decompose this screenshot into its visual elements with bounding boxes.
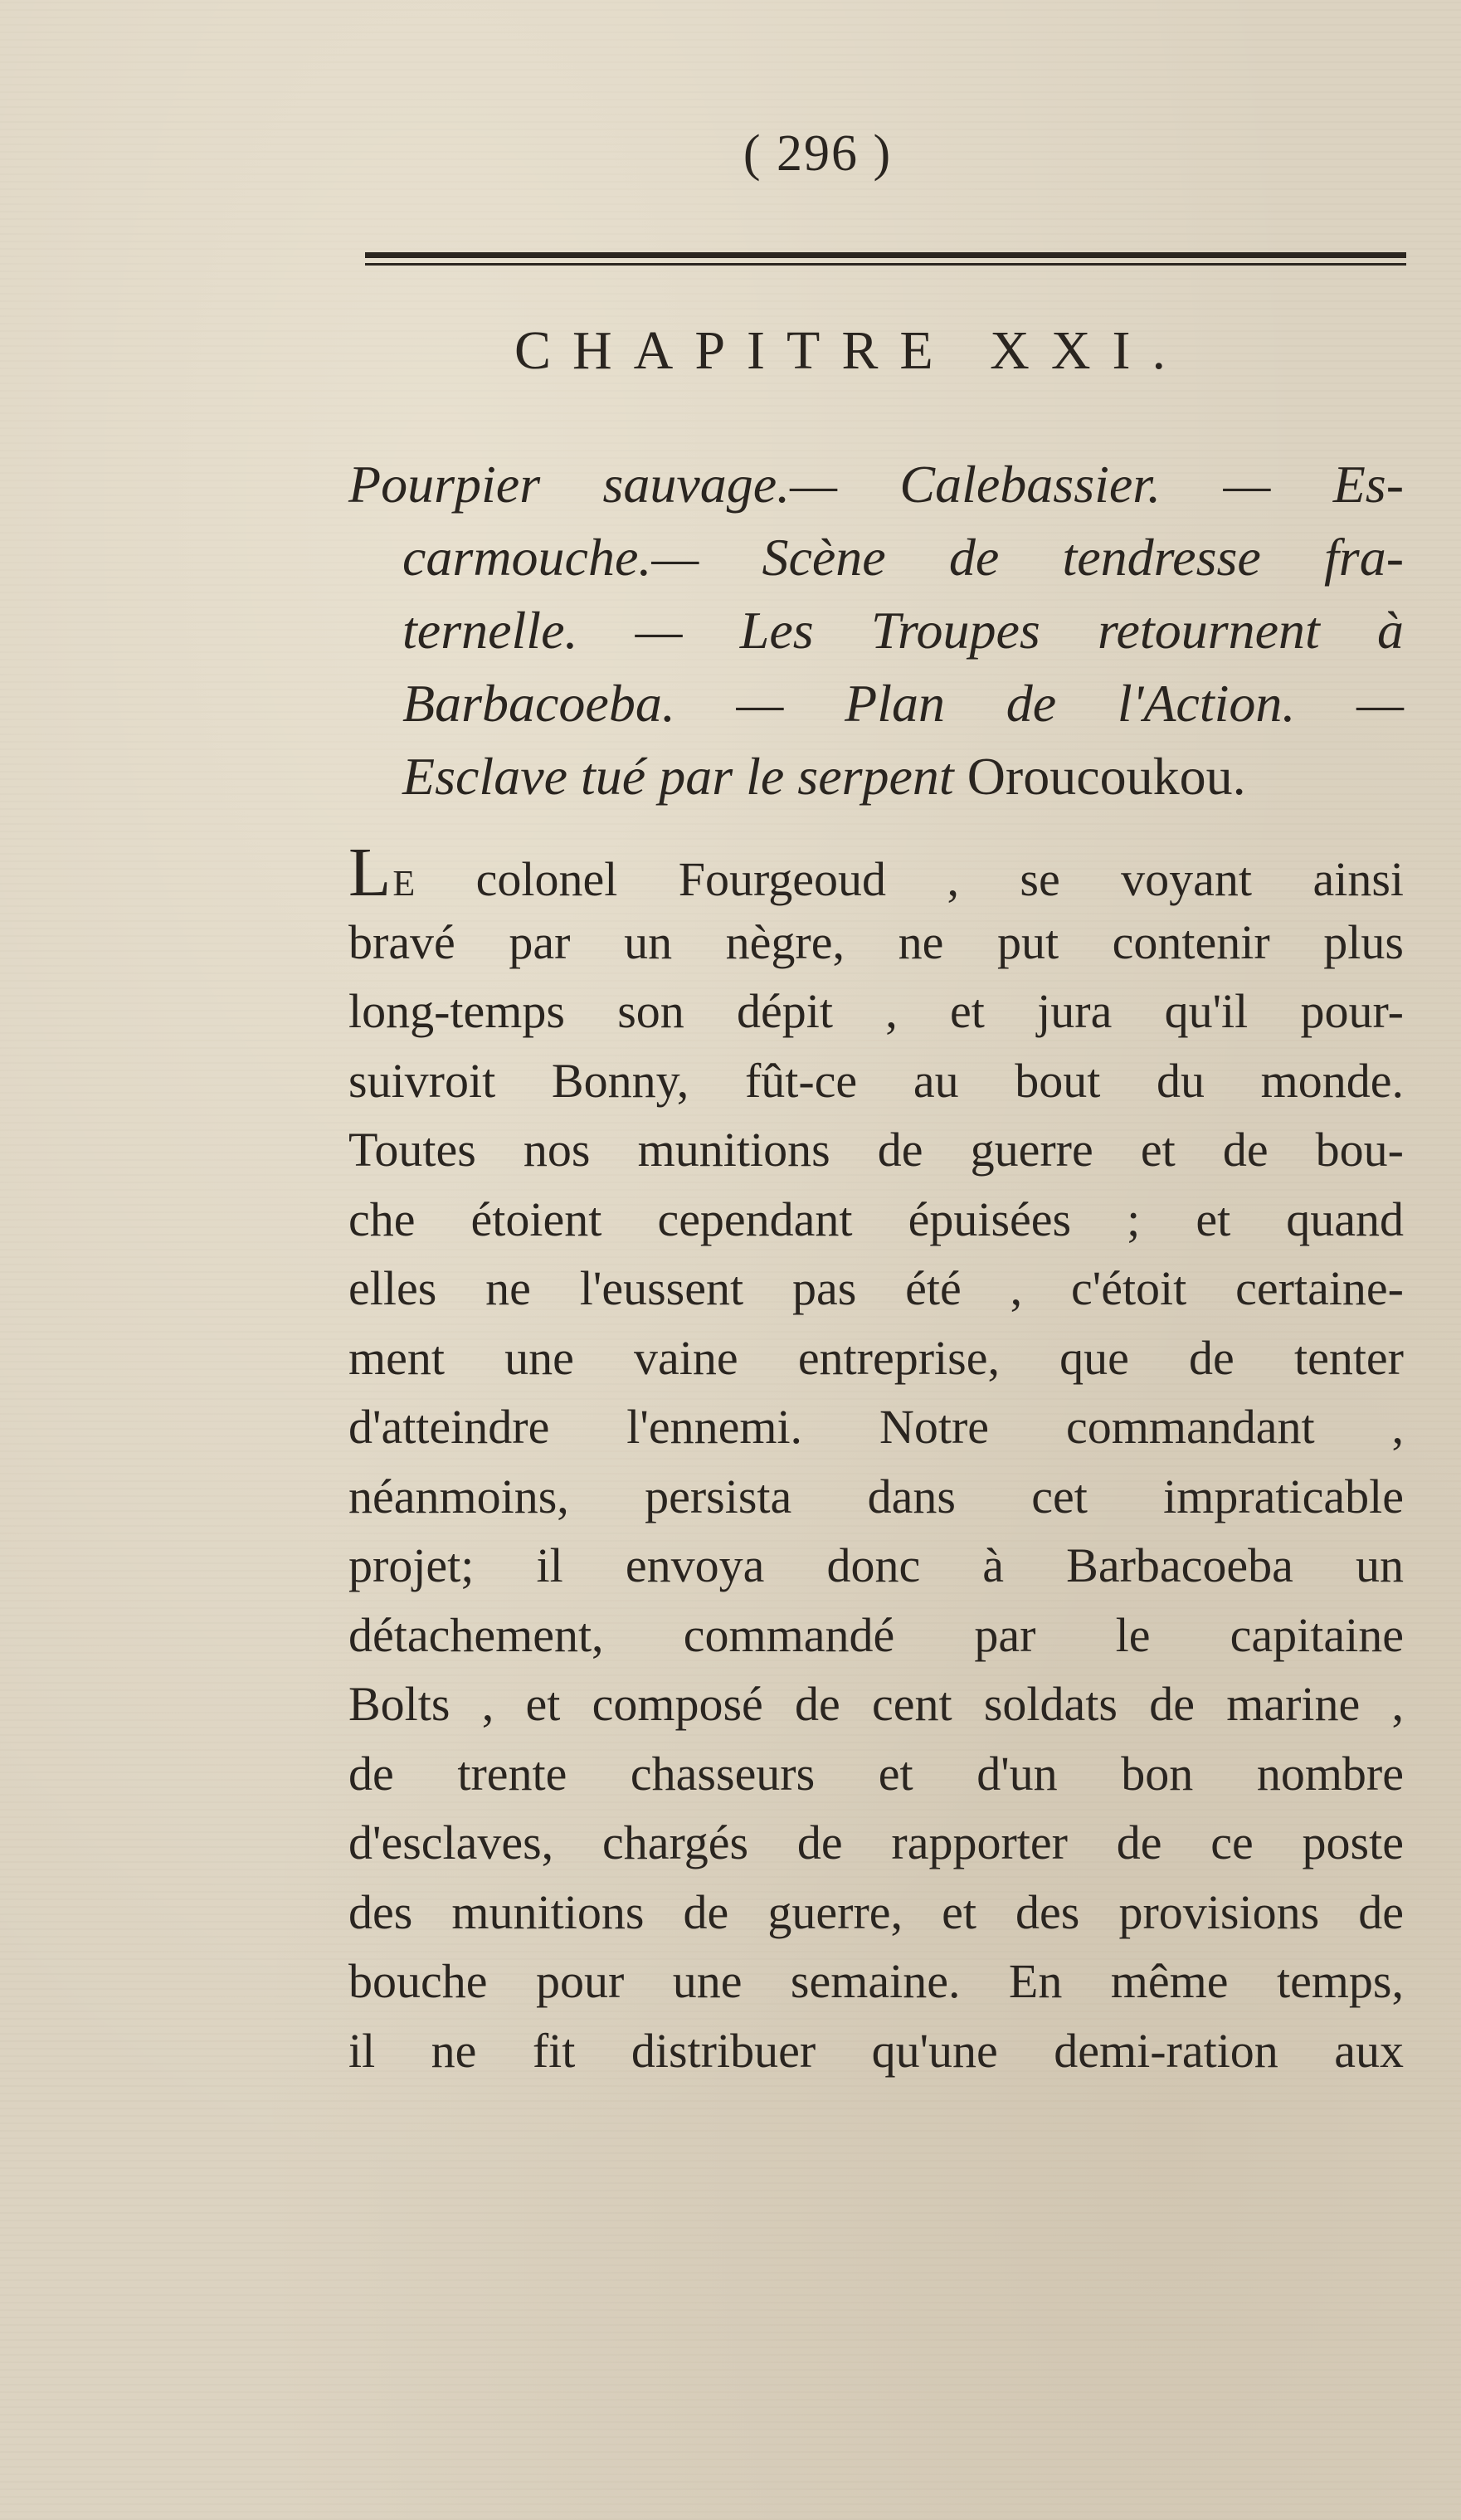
summary-last-italic: Esclave tué par le serpent: [402, 747, 954, 806]
summary-last-line: [402, 740, 1404, 813]
body-line: che étoient cependant épuisées ; et quand: [348, 1192, 1404, 1246]
body-line: long-temps son dépit , et jura qu'il pour-: [348, 984, 1404, 1038]
body-line: bouche pour une semaine. En même temps,: [348, 1954, 1404, 2008]
summary-last-roman: Oroucoukou.: [967, 747, 1246, 806]
body-line: d'atteindre l'ennemi. Notre commandant ,: [348, 1400, 1404, 1454]
drop-cap: L: [348, 834, 393, 911]
body-line: il ne fit distribuer qu'une demi-ration aux: [348, 2023, 1404, 2078]
body-line: Toutes nos munitions de guerre et de bou-: [348, 1123, 1404, 1177]
body-line: de trente chasseurs et d'un bon nombre: [348, 1746, 1404, 1801]
header-rule-thick: [365, 252, 1406, 258]
header-rule: [365, 249, 1406, 271]
summary-line: Pourpier sauvage.— Calebassier. — Es-: [348, 455, 1404, 514]
body-line: d'esclaves, chargés de rapporter de ce poste: [348, 1816, 1404, 1869]
body-line: bravé par un nègre, ne put contenir plus: [348, 914, 1404, 969]
body-text: [348, 834, 1404, 2085]
body-first-line: [348, 834, 1404, 911]
body-line: détachement, commandé par le capitaine: [348, 1607, 1404, 1662]
summary-line: ternelle. — Les Troupes retournent à: [402, 601, 1404, 660]
chapter-summary: [348, 448, 1404, 813]
summary-line: carmouche.— Scène de tendresse fra-: [402, 528, 1404, 587]
body-line: projet; il envoya donc à Barbacoeba un: [348, 1538, 1404, 1592]
body-line: Bolts , et composé de cent soldats de marine ,: [348, 1677, 1404, 1731]
body-line: suivroit Bonny, fût-ce au bout du monde.: [348, 1053, 1404, 1108]
body-line: elles ne l'eussent pas été , c'étoit certaine-: [348, 1261, 1404, 1315]
page-number: ( 296 ): [743, 125, 893, 182]
chapter-title: CHAPITRE XXI.: [514, 320, 1187, 381]
summary-line: Barbacoeba. — Plan de l'Action. —: [402, 674, 1404, 733]
small-cap: E: [392, 863, 416, 904]
body-line: ment une vaine entreprise, que de tenter: [348, 1330, 1404, 1385]
header-rule-thin: [365, 263, 1406, 266]
body-line: des munitions de guerre, et des provisions de: [348, 1884, 1404, 1939]
body-line: néanmoins, persista dans cet impraticable: [348, 1469, 1404, 1523]
first-line-text: colonel Fourgeoud , se voyant ainsi: [475, 852, 1404, 906]
